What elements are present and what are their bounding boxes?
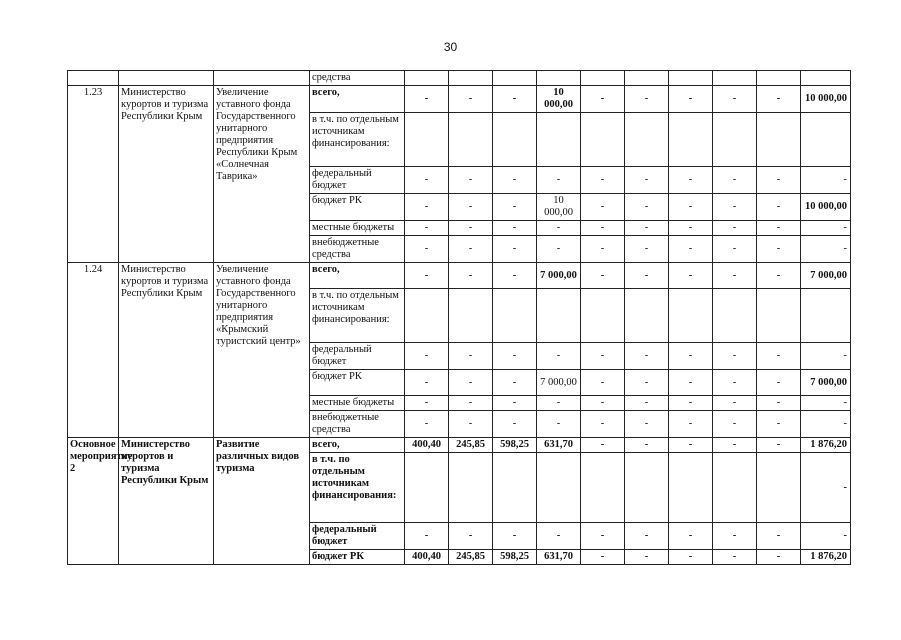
value-cell: 400,40 (405, 550, 449, 565)
funding-source-cell: внебюджетные средства (310, 411, 405, 438)
value-cell (405, 289, 449, 343)
value-cell: - (625, 263, 669, 289)
funding-source-cell: бюджет РК (310, 550, 405, 565)
funding-source-cell: федеральный бюджет (310, 343, 405, 370)
value-cell (537, 71, 581, 86)
value-cell: - (669, 343, 713, 370)
measure-cell: Развитие различных видов туризма (214, 438, 310, 565)
value-cell: - (537, 411, 581, 438)
value-cell: - (581, 438, 625, 453)
value-cell: - (625, 194, 669, 221)
value-cell (757, 453, 801, 523)
row-index-cell: 1.24 (68, 263, 119, 438)
value-cell: - (493, 86, 537, 113)
row-index-cell: 1.23 (68, 86, 119, 263)
measure-cell (214, 71, 310, 86)
value-cell: - (493, 236, 537, 263)
value-cell: - (625, 411, 669, 438)
value-cell: - (405, 236, 449, 263)
value-cell: - (449, 221, 493, 236)
value-cell: - (493, 370, 537, 396)
measure-cell: Увеличение уставного фонда Государственного унитарного предприятия Республики Крым «Солнечная Таврика» (214, 86, 310, 263)
value-cell (581, 113, 625, 167)
value-cell: 598,25 (493, 550, 537, 565)
value-cell: 7 000,00 (537, 263, 581, 289)
value-cell: - (625, 86, 669, 113)
value-cell: - (757, 523, 801, 550)
value-cell: - (669, 438, 713, 453)
total-cell (801, 71, 851, 86)
value-cell (493, 453, 537, 523)
value-cell: - (449, 343, 493, 370)
page-number: 30 (443, 40, 458, 54)
value-cell: 245,85 (449, 550, 493, 565)
table-row (68, 438, 851, 453)
value-cell: - (405, 86, 449, 113)
value-cell: - (625, 167, 669, 194)
value-cell (537, 113, 581, 167)
value-cell: - (493, 396, 537, 411)
value-cell: - (669, 167, 713, 194)
value-cell: - (757, 194, 801, 221)
executor-cell (119, 71, 214, 86)
value-cell (713, 71, 757, 86)
value-cell: - (669, 194, 713, 221)
value-cell: - (537, 396, 581, 411)
value-cell: - (757, 396, 801, 411)
value-cell: - (757, 370, 801, 396)
value-cell: - (713, 86, 757, 113)
total-cell: - (801, 236, 851, 263)
total-cell: 1 876,20 (801, 438, 851, 453)
total-cell (801, 289, 851, 343)
value-cell (449, 453, 493, 523)
funding-source-cell: всего, (310, 263, 405, 289)
value-cell: - (581, 167, 625, 194)
budget-table (67, 70, 851, 565)
value-cell: - (493, 221, 537, 236)
value-cell (757, 71, 801, 86)
value-cell (581, 71, 625, 86)
table-row (68, 71, 851, 86)
value-cell (625, 289, 669, 343)
value-cell: - (581, 411, 625, 438)
value-cell: - (669, 263, 713, 289)
value-cell: - (405, 523, 449, 550)
value-cell: - (493, 194, 537, 221)
value-cell (537, 453, 581, 523)
value-cell: - (537, 236, 581, 263)
funding-source-cell: всего, (310, 86, 405, 113)
funding-source-cell: бюджет РК (310, 194, 405, 221)
value-cell: - (449, 411, 493, 438)
total-cell: - (801, 523, 851, 550)
value-cell: - (449, 236, 493, 263)
value-cell: - (757, 86, 801, 113)
funding-source-cell: в т.ч. по отдельным источникам финансирования: (310, 289, 405, 343)
value-cell: - (581, 370, 625, 396)
value-cell: 400,40 (405, 438, 449, 453)
value-cell (493, 113, 537, 167)
total-cell: - (801, 411, 851, 438)
value-cell: - (669, 550, 713, 565)
value-cell: - (757, 221, 801, 236)
value-cell: - (405, 221, 449, 236)
total-cell: - (801, 167, 851, 194)
value-cell: 245,85 (449, 438, 493, 453)
value-cell (581, 453, 625, 523)
total-cell: - (801, 221, 851, 236)
value-cell: - (625, 396, 669, 411)
value-cell: 10 000,00 (537, 86, 581, 113)
value-cell: - (581, 236, 625, 263)
value-cell: - (581, 86, 625, 113)
value-cell (757, 113, 801, 167)
value-cell: - (713, 263, 757, 289)
value-cell: - (449, 396, 493, 411)
total-cell: - (801, 396, 851, 411)
value-cell (713, 113, 757, 167)
total-cell: 10 000,00 (801, 86, 851, 113)
executor-cell: Министерство курортов и туризма Республики Крым (119, 263, 214, 438)
value-cell: - (449, 370, 493, 396)
funding-source-cell: в т.ч. по отдельным источникам финансирования: (310, 453, 405, 523)
value-cell: - (405, 167, 449, 194)
funding-source-cell: федеральный бюджет (310, 523, 405, 550)
value-cell: - (493, 263, 537, 289)
value-cell: - (713, 396, 757, 411)
value-cell (669, 289, 713, 343)
value-cell: - (581, 194, 625, 221)
value-cell: 631,70 (537, 438, 581, 453)
value-cell: - (449, 523, 493, 550)
value-cell (405, 113, 449, 167)
value-cell: - (757, 411, 801, 438)
value-cell (669, 113, 713, 167)
value-cell (625, 71, 669, 86)
value-cell: - (449, 167, 493, 194)
value-cell: - (581, 523, 625, 550)
measure-cell: Увеличение уставного фонда Государственного унитарного предприятия «Крымский туристский центр» (214, 263, 310, 438)
value-cell: - (713, 438, 757, 453)
value-cell: - (581, 550, 625, 565)
value-cell (449, 113, 493, 167)
executor-cell: Министерство курортов и туризма Республики Крым (119, 86, 214, 263)
value-cell: - (449, 263, 493, 289)
value-cell: 7 000,00 (537, 370, 581, 396)
value-cell: - (405, 411, 449, 438)
total-cell: 1 876,20 (801, 550, 851, 565)
value-cell: - (669, 523, 713, 550)
table-row (68, 86, 851, 113)
value-cell: - (449, 194, 493, 221)
value-cell: - (713, 221, 757, 236)
table-row (68, 263, 851, 289)
value-cell: - (405, 263, 449, 289)
funding-source-cell: федеральный бюджет (310, 167, 405, 194)
value-cell: - (669, 86, 713, 113)
value-cell: - (537, 221, 581, 236)
value-cell (449, 71, 493, 86)
value-cell: - (713, 343, 757, 370)
value-cell: 10 000,00 (537, 194, 581, 221)
value-cell: - (493, 167, 537, 194)
funding-source-cell: внебюджетные средства (310, 236, 405, 263)
value-cell: - (669, 236, 713, 263)
value-cell (493, 71, 537, 86)
value-cell: - (669, 370, 713, 396)
value-cell: - (405, 396, 449, 411)
value-cell (669, 453, 713, 523)
value-cell: - (581, 263, 625, 289)
funding-source-cell: местные бюджеты (310, 396, 405, 411)
value-cell: - (625, 523, 669, 550)
value-cell: 598,25 (493, 438, 537, 453)
value-cell: - (713, 411, 757, 438)
value-cell: - (757, 167, 801, 194)
value-cell (449, 289, 493, 343)
value-cell: - (713, 550, 757, 565)
value-cell: - (405, 343, 449, 370)
value-cell: - (581, 221, 625, 236)
total-cell: - (801, 453, 851, 523)
row-index-cell (68, 71, 119, 86)
value-cell: - (405, 370, 449, 396)
total-cell: 10 000,00 (801, 194, 851, 221)
value-cell: - (713, 167, 757, 194)
value-cell: - (537, 523, 581, 550)
value-cell (537, 289, 581, 343)
value-cell: - (757, 438, 801, 453)
value-cell: - (757, 236, 801, 263)
value-cell: 631,70 (537, 550, 581, 565)
value-cell: - (493, 523, 537, 550)
value-cell: - (581, 396, 625, 411)
value-cell (625, 453, 669, 523)
value-cell: - (669, 396, 713, 411)
value-cell: - (669, 221, 713, 236)
value-cell: - (537, 167, 581, 194)
value-cell (625, 113, 669, 167)
value-cell: - (625, 343, 669, 370)
value-cell: - (757, 263, 801, 289)
value-cell (669, 71, 713, 86)
value-cell: - (757, 550, 801, 565)
row-index-cell: Основное мероприятие 2 (68, 438, 119, 565)
value-cell (713, 289, 757, 343)
funding-source-cell: бюджет РК (310, 370, 405, 396)
value-cell: - (713, 370, 757, 396)
value-cell: - (625, 550, 669, 565)
value-cell: - (493, 411, 537, 438)
value-cell (405, 71, 449, 86)
value-cell: - (625, 236, 669, 263)
funding-source-cell: всего, (310, 438, 405, 453)
total-cell: - (801, 343, 851, 370)
value-cell: - (713, 523, 757, 550)
value-cell (713, 453, 757, 523)
total-cell: 7 000,00 (801, 263, 851, 289)
value-cell: - (757, 343, 801, 370)
total-cell: 7 000,00 (801, 370, 851, 396)
value-cell (405, 453, 449, 523)
value-cell: - (449, 86, 493, 113)
value-cell (757, 289, 801, 343)
funding-source-cell: в т.ч. по отдельным источникам финансирования: (310, 113, 405, 167)
value-cell (581, 289, 625, 343)
value-cell: - (713, 236, 757, 263)
value-cell: - (493, 343, 537, 370)
value-cell (493, 289, 537, 343)
funding-source-cell: местные бюджеты (310, 221, 405, 236)
value-cell: - (713, 194, 757, 221)
value-cell: - (405, 194, 449, 221)
funding-source-cell: средства (310, 71, 405, 86)
value-cell: - (625, 370, 669, 396)
value-cell: - (581, 343, 625, 370)
value-cell: - (669, 411, 713, 438)
value-cell: - (625, 221, 669, 236)
executor-cell: Министерство курортов и туризма Республики Крым (119, 438, 214, 565)
value-cell: - (625, 438, 669, 453)
total-cell (801, 113, 851, 167)
value-cell: - (537, 343, 581, 370)
